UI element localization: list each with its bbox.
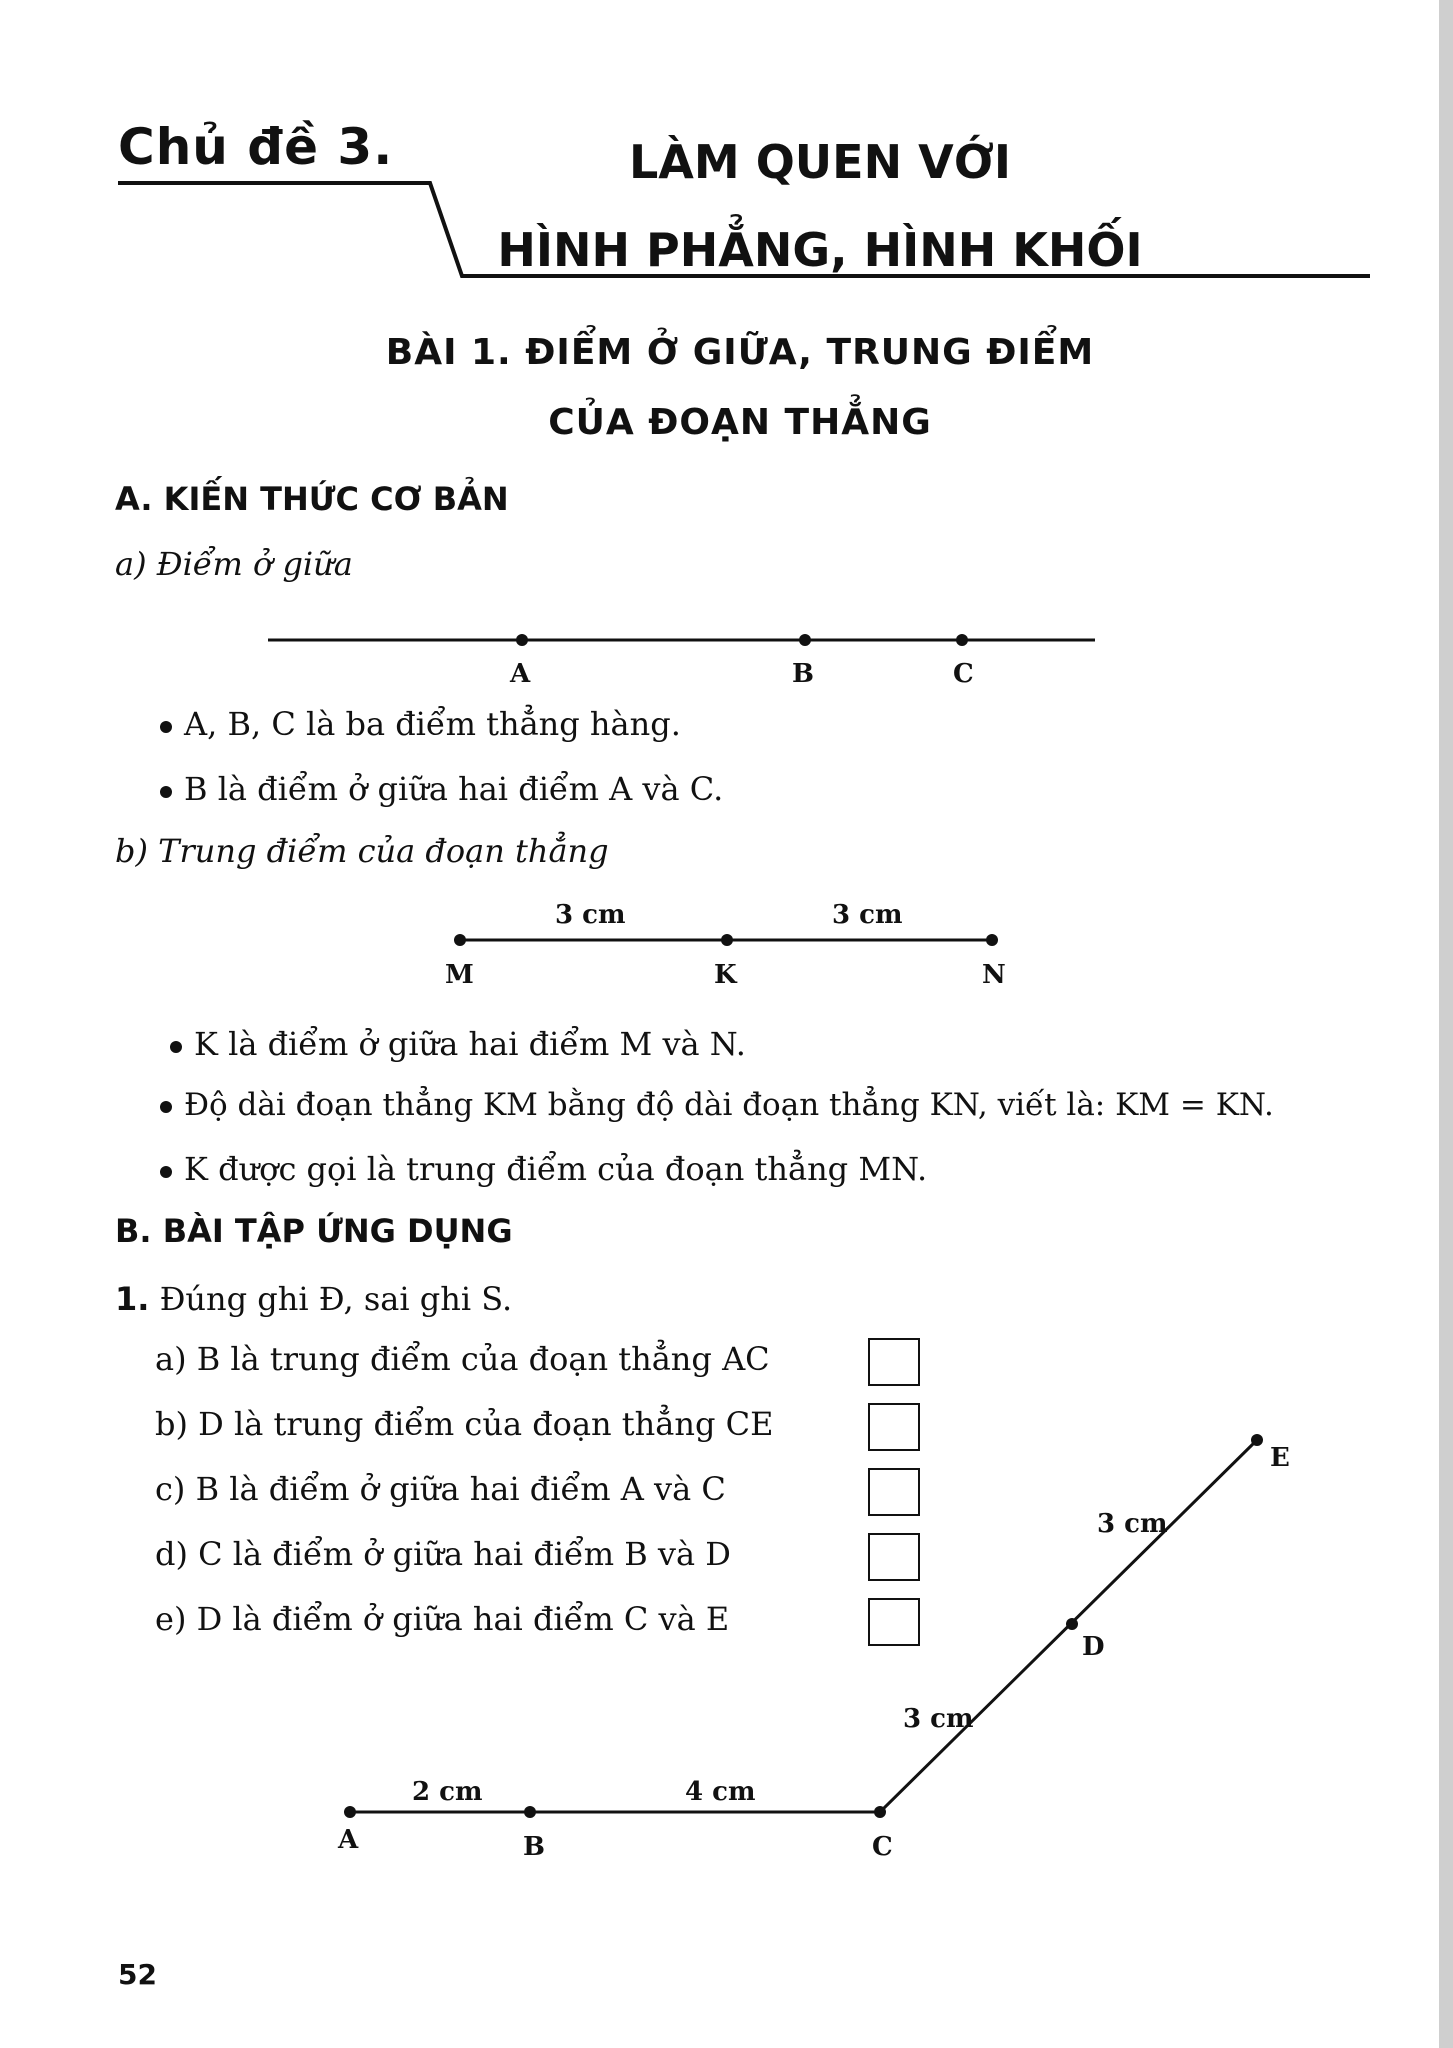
label-e: E <box>1270 1443 1290 1473</box>
lesson-title-line2: CỦA ĐOẠN THẲNG <box>548 402 932 443</box>
length-cd: 3 cm <box>903 1704 974 1734</box>
section-b-heading: B. BÀI TẬP ỨNG DỤNG <box>115 1212 513 1250</box>
label-c: C <box>953 659 974 689</box>
label-b: B <box>792 659 814 689</box>
exercise-item: c) B là điểm ở giữa hai điểm A và C <box>155 1470 726 1508</box>
length-ab: 2 cm <box>412 1777 483 1807</box>
chapter-title-line2: HÌNH PHẲNG, HÌNH KHỐI <box>497 223 1143 277</box>
section-a-heading: A. KIẾN THỨC CƠ BẢN <box>115 480 509 518</box>
label-d: D <box>1082 1632 1105 1662</box>
label-c: C <box>872 1832 893 1862</box>
point-a <box>344 1806 356 1818</box>
bullet-item: K là điểm ở giữa hai điểm M và N. <box>170 1025 746 1063</box>
point-d <box>1066 1618 1078 1630</box>
bullet-item: K được gọi là trung điểm của đoạn thẳng MN. <box>160 1150 927 1188</box>
exercise-number: 1. <box>115 1280 150 1318</box>
lesson-title-line1: BÀI 1. ĐIỂM Ở GIỮA, TRUNG ĐIỂM <box>385 332 1095 373</box>
bullet-item: A, B, C là ba điểm thẳng hàng. <box>160 705 681 743</box>
exercise-prompt: Đúng ghi Đ, sai ghi S. <box>159 1280 513 1318</box>
label-m: M <box>445 960 474 990</box>
length-bc: 4 cm <box>685 1777 756 1807</box>
part-b-heading: b) Trung điểm của đoạn thẳng <box>115 832 609 870</box>
exercise-item: d) C là điểm ở giữa hai điểm B và D <box>155 1535 731 1573</box>
length-kn: 3 cm <box>832 900 903 930</box>
bullet-item: B là điểm ở giữa hai điểm A và C. <box>160 770 723 808</box>
exercise-item: b) D là trung điểm của đoạn thẳng CE <box>155 1405 774 1443</box>
page-number: 52 <box>118 1958 157 1991</box>
label-b: B <box>523 1832 545 1862</box>
bullet-item: Độ dài đoạn thẳng KM bằng độ dài đoạn thẳng KN, viết là: KM = KN. <box>160 1087 1274 1123</box>
label-a: A <box>510 659 531 689</box>
length-mk: 3 cm <box>555 900 626 930</box>
label-k: K <box>714 960 737 990</box>
chapter-title-line1: LÀM QUEN VỚI <box>629 135 1011 189</box>
length-de: 3 cm <box>1097 1509 1168 1539</box>
part-a-heading: a) Điểm ở giữa <box>115 545 353 583</box>
chapter-label: Chủ đề 3. <box>118 118 394 176</box>
point-b <box>524 1806 536 1818</box>
label-n: N <box>982 960 1006 990</box>
exercise-item: e) D là điểm ở giữa hai điểm C và E <box>155 1600 730 1638</box>
label-a: A <box>338 1825 359 1855</box>
point-e <box>1251 1434 1263 1446</box>
exercise-item: a) B là trung điểm của đoạn thẳng AC <box>155 1340 770 1378</box>
point-c <box>874 1806 886 1818</box>
